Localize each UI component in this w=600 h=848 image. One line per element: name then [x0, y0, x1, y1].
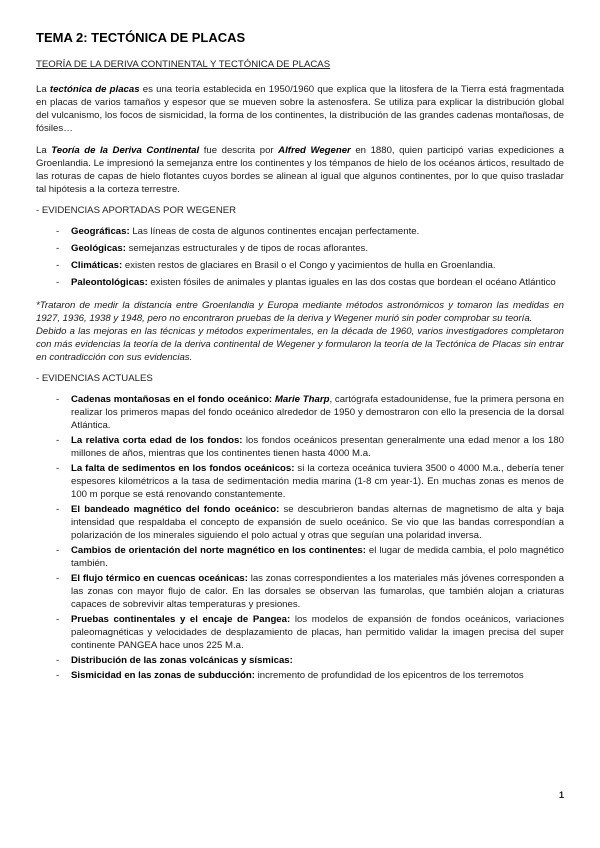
list-item: - Geológicas: semejanzas estructurales y de tipos de rocas aflorantes.: [56, 243, 369, 254]
list-item: - El flujo térmico en cuencas oceánicas: las zonas correspondientes a los materiales más jóvenes corresponden a las zonas con mayor flujo de calor. En las dorsales se observan las fumarolas, que también alojan a criaturas capaces de sobrevivir altas temperaturas y presiones.: [56, 573, 564, 610]
page-title: TEMA 2: TECTÓNICA DE PLACAS: [36, 30, 246, 45]
list-item: - Sismicidad en las zonas de subducción: incremento de profundidad de los epicentros de los terremotos: [56, 670, 524, 681]
list-item: - La falta de sedimentos en los fondos oceánicos: si la corteza oceánica tuviera 3500 o 4000 M.a., debería tener espesores kilométricos a la tasa de sedimentación media marina (1-8 cm year-1). En muchas zonas es menos de 100 m porque se está renovando constantemente.: [56, 463, 564, 500]
list-item: - Distribución de las zonas volcánicas y sísmicas:: [56, 655, 293, 666]
italic-note: [36, 299, 564, 364]
note-line-1: *Trataron de medir la distancia entre Groenlandia y Europa mediante métodos astronómicos y tomaron las medidas en 1927, 1936, 1938 y 1948, pero no encontraron pruebas de la deriva y Wegener murió sin poder comprobar su teoría.: [36, 300, 564, 324]
current-evidence-list: [36, 393, 564, 682]
list-item: - Climáticas: existen restos de glaciares en Brasil o el Congo y yacimientos de hulla en Groenlandia.: [56, 260, 496, 271]
list-item: - Cambios de orientación del norte magnético en los continentes: el lugar de medida cambia, el polo magnético también.: [56, 545, 564, 569]
actuales-heading: - EVIDENCIAS ACTUALES: [36, 373, 153, 384]
page-number: 1: [558, 790, 564, 800]
wegener-heading: - EVIDENCIAS APORTADAS POR WEGENER: [36, 205, 237, 216]
intro-paragraph-1: La tectónica de placas es una teoría establecida en 1950/1960 que explica que la litosfera de la Tierra está fragmentada en placas de varios tamaños y espesor que se mueven sobre la astenosfera. Se utiliza para explicar la distribución global del vulcanismo, los focos de sismicidad, la forma de los continentes, la distribución de las grandes cadenas montañosas, de fósiles…: [36, 84, 564, 134]
intro-paragraph-2: La Teoría de la Deriva Continental fue descrita por Alfred Wegener en 1880, quien participó varias expediciones a Groenlandia. Le impresionó la semejanza entre los continentes y los témpanos de hielo de los océanos árticos, resultado de las roturas de capas de hielo flotantes cuyos bordes se alinean al igual que algunos continentes, por lo que quiso trasladar tal hipótesis a la corteza terrestre.: [36, 145, 564, 195]
list-item: - El bandeado magnético del fondo oceánico: se descubrieron bandas alternas de magnetismo de alta y baja intensidad que respaldaba el concepto de expansión de suelo oceánico. Se vio que las bandas correspondían a polarización de los minerales siguiendo el polo actual y otras que seguían una polaridad inversa.: [56, 504, 564, 541]
list-item: - Cadenas montañosas en el fondo oceánico: Marie Tharp, cartógrafa estadounidense, fue la primera persona en realizar los primeros mapas del fondo oceánico alrededor de 1950 y demostraron con ello la presencia de la dorsal Atlántica.: [56, 394, 564, 431]
list-item: - Paleontológicas: existen fósiles de animales y plantas iguales en las dos costas que bordean el océano Atlántico: [56, 277, 556, 288]
list-item: - Pruebas continentales y el encaje de Pangea: los modelos de expansión de fondos oceánicos, variaciones paleomagnéticas y velocidades de desplazamiento de placas, han permitido validar la imagen precisa del super continente PANGEA hace unos 225 M.a.: [56, 614, 564, 651]
list-item: - La relativa corta edad de los fondos: los fondos oceánicos presentan generalmente una edad menor a los 180 millones de años, mientras que los continentes tienen hasta 4000 M.a.: [56, 435, 565, 459]
list-item: - Geográficas: Las líneas de costa de algunos continentes encajan perfectamente.: [56, 226, 420, 237]
wegener-evidence-list: [36, 225, 564, 289]
document-page: [36, 30, 564, 692]
section-subtitle: TEORÍA DE LA DERIVA CONTINENTAL Y TECTÓNICA DE PLACAS: [36, 59, 331, 70]
note-line-2: Debido a las mejoras en las técnicas y métodos experimentales, en la década de 1960, varios investigadores completaron con más evidencias la teoría de la deriva continental de Wegener y formularon la teoría de la Tectónica de Placas sin entrar en contradicción con sus evidencias.: [36, 326, 564, 363]
